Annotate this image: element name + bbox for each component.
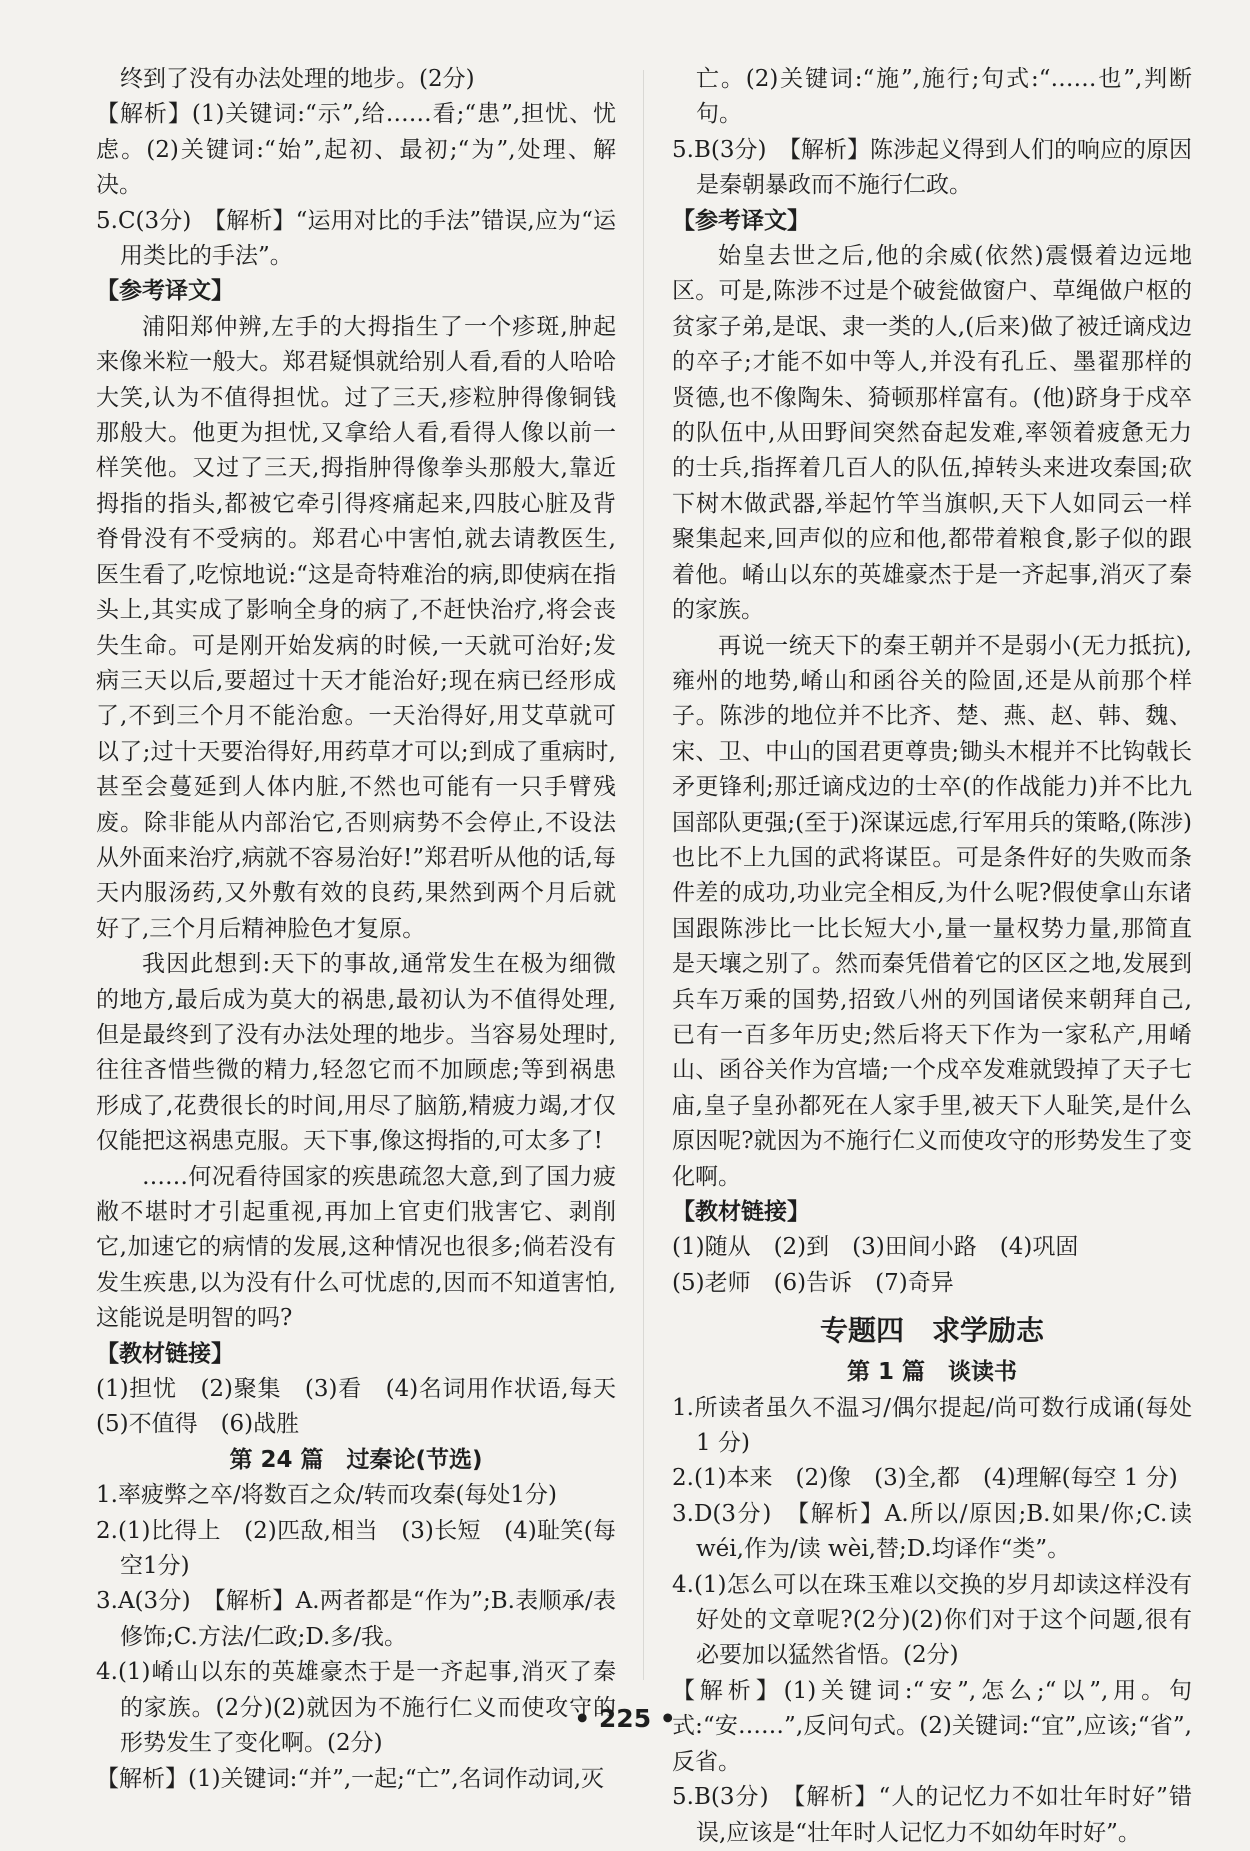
textbook-link-heading: 【教材链接】 xyxy=(672,1199,810,1225)
answer-1: 1.所读者虽久不温习/偶尔提起/尚可数行成诵(每处 1 分) xyxy=(672,1394,1192,1457)
topic-title: 专题四 求学励志 xyxy=(819,1314,1044,1348)
textbook-link-line-1: (1)随从 (2)到 (3)田间小路 (4)巩固 xyxy=(672,1234,1079,1261)
analysis-paragraph: 【解析】(1)关键词:“安”,怎么;“以”,用。句式:“安……”,反问句式。(2)关键词:“宜”,应该;“省”,反省。 xyxy=(672,1677,1192,1775)
textbook-link-heading: 【教材链接】 xyxy=(96,1340,234,1367)
translation-paragraph-2: 再说一统天下的秦王朝并不是弱小(无力抵抗),雍州的地势,崤山和函谷关的险固,还是从前那个样子。陈涉的地位并不比齐、楚、燕、赵、韩、魏、宋、卫、中山的国君更尊贵;锄头木棍并不比钩戟长矛更锋利;那迁谪戍边的士卒(的作战能力)并不比九国部队更强;(至于)深谋远虑,行军用兵的策略,(陈涉)也比不上九国的武将谋臣。可是条件好的失败而条件差的成功,功业完全相反,为什么呢?假使拿山东诸国跟陈涉比一比长短大小,量一量权势力量,那简直是天壤之别了。然而秦凭借着它的区区之地,发展到兵车万乘的国势,招致八州的列国诸侯来朝拜自己,已有一百多年历史;然后将天下作为一家私产,用崤山、函谷关作为宫墙;一个戍卒发难就毁掉了天子七庙,皇子皇孙都死在人家手里,被天下人耻笑,是什么原因呢?就因为不施行仁义而使攻守的形势发生了变化啊。 xyxy=(672,632,1192,1190)
textbook-link-line-2: (5)老师 (6)告诉 (7)奇异 xyxy=(672,1269,954,1296)
analysis-paragraph: 【解析】(1)关键词:“示”,给……看;“患”,担忧、忧虑。(2)关键词:“始”,起初、最初;“为”,处理、解决。 xyxy=(96,101,616,199)
answer-5b: 5.B(3分) 【解析】“人的记忆力不如壮年时好”错误,应该是“壮年时人记忆力不如幼年时好”。 xyxy=(672,1784,1192,1846)
answer-3: 3.D(3分) 【解析】A.所以/原因;B.如果/你;C.读 wéi,作为/读 wèi,替;D.均译作“类”。 xyxy=(672,1500,1192,1563)
answer-1: 1.率疲弊之卒/将数百之众/转而攻秦(每处1分) xyxy=(96,1482,558,1509)
answer-5: 5.C(3分) 【解析】“运用对比的手法”错误,应为“运用类比的手法”。 xyxy=(96,207,616,270)
translation-heading: 【参考译文】 xyxy=(96,278,234,305)
section-title-1: 第 1 篇 谈读书 xyxy=(846,1359,1018,1386)
column-divider xyxy=(643,70,644,1680)
answer-2: 2.(1)比得上 (2)匹敌,相当 (3)长短 (4)耻笑(每空1分) xyxy=(96,1517,616,1580)
textbook-link-body: (1)担忧 (2)聚集 (3)看 (4)名词用作状语,每天 (5)不值得 (6)战胜 xyxy=(96,1376,639,1438)
answer-line: 终到了没有办法处理的地步。(2分) xyxy=(120,66,475,92)
answer-2: 2.(1)本来 (2)像 (3)全,都 (4)理解(每空 1 分) xyxy=(672,1465,1178,1492)
translation-paragraph-1: 浦阳郑仲辨,左手的大拇指生了一个疹斑,肿起来像米粒一般大。郑君疑惧就给别人看,看的人哈哈大笑,认为不值得担忧。过了三天,疹粒肿得像铜钱那般大。他更为担忧,又拿给人看,看得人像以前一样笑他。又过了三天,拇指肿得像拳头那般大,靠近拇指的指头,都被它牵引得疼痛起来,四肢心脏及背脊骨没有不受病的。郑君心中害怕,就去请教医生,医生看了,吃惊地说:“这是奇特难治的病,即使病在指头上,其实成了影响全身的病了,不赶快治疗,将会丧失生命。可是刚开始发病的时候,一天就可治好;发病三天以后,要超过十天才能治好;现在病已经形成了,不到三个月不能治愈。一天治得好,用艾草就可以了;过十天要治得好,用药草才可以;到成了重病时,甚至会蔓延到人体内脏,不然也可能有一只手臂残废。除非能从内部治它,否则病势不会停止,不设法从外面来治疗,病就不容易治好!”郑君听从他的话,每天内服汤药,又外敷有效的良药,果然到两个月后就好了,三个月后精神脸色才复原。 xyxy=(96,313,616,942)
analysis-continued: 亡。(2)关键词:“施”,施行;句式:“……也”,判断句。 xyxy=(696,66,1192,128)
translation-heading: 【参考译文】 xyxy=(672,207,810,234)
answer-3: 3.A(3分) 【解析】A.两者都是“作为”;B.表顺承/表修饰;C.方法/仁政;D.多/我。 xyxy=(96,1588,616,1650)
answer-4: 4.(1)怎么可以在珠玉难以交换的岁月却读这样没有好处的文章呢?(2分)(2)你们对于这个问题,很有必要加以猛然省悟。(2分) xyxy=(672,1571,1192,1669)
translation-paragraph-3: ……何况看待国家的疾患疏忽大意,到了国力疲敝不堪时才引起重视,再加上官吏们戕害它、剥削它,加速它的病情的发展,这种情况也很多;倘若没有发生疾患,以为没有什么可忧虑的,因而不知道害怕,这能说是明智的吗? xyxy=(96,1163,616,1332)
section-title-24: 第 24 篇 过秦论(节选) xyxy=(229,1446,483,1473)
translation-paragraph-1: 始皇去世之后,他的余威(依然)震慑着边远地区。可是,陈涉不过是个破瓮做窗户、草绳做户枢的贫家子弟,是氓、隶一类的人,(后来)做了被迁谪戍边的卒子;才能不如中等人,并没有孔丘、墨翟那样的贤德,也不像陶朱、猗顿那样富有。(他)跻身于戍卒的队伍中,从田野间突然奋起发难,率领着疲惫无力的士兵,指挥着几百人的队伍,掉转头来进攻秦国;砍下树木做武器,举起竹竿当旗帜,天下人如同云一样聚集起来,回声似的应和他,都带着粮食,影子似的跟着他。崤山以东的英雄豪杰于是一齐起事,消灭了秦的家族。 xyxy=(672,243,1192,624)
page-number: • 225 • xyxy=(574,1704,676,1733)
answer-4: 4.(1)崤山以东的英雄豪杰于是一齐起事,消灭了秦的家族。(2分)(2)就因为不施行仁义而使攻守的形势发生了变化啊。(2分) xyxy=(96,1659,616,1757)
answer-5: 5.B(3分) 【解析】陈涉起义得到人们的响应的原因是秦朝暴政而不施行仁政。 xyxy=(672,136,1192,199)
translation-paragraph-2: 我因此想到:天下的事故,通常发生在极为细微的地方,最后成为莫大的祸患,最初认为不值得处理,但是最终到了没有办法处理的地步。当容易处理时,往往吝惜些微的精力,轻忽它而不加顾虑;等到祸患形成了,花费很长的时间,用尽了脑筋,精疲力竭,才仅仅能把这祸患克服。天下事,像这拇指的,可太多了! xyxy=(96,951,616,1155)
right-column xyxy=(672,62,1192,1851)
analysis-line: 【解析】(1)关键词:“并”,一起;“亡”,名词作动词,灭 xyxy=(96,1765,605,1792)
